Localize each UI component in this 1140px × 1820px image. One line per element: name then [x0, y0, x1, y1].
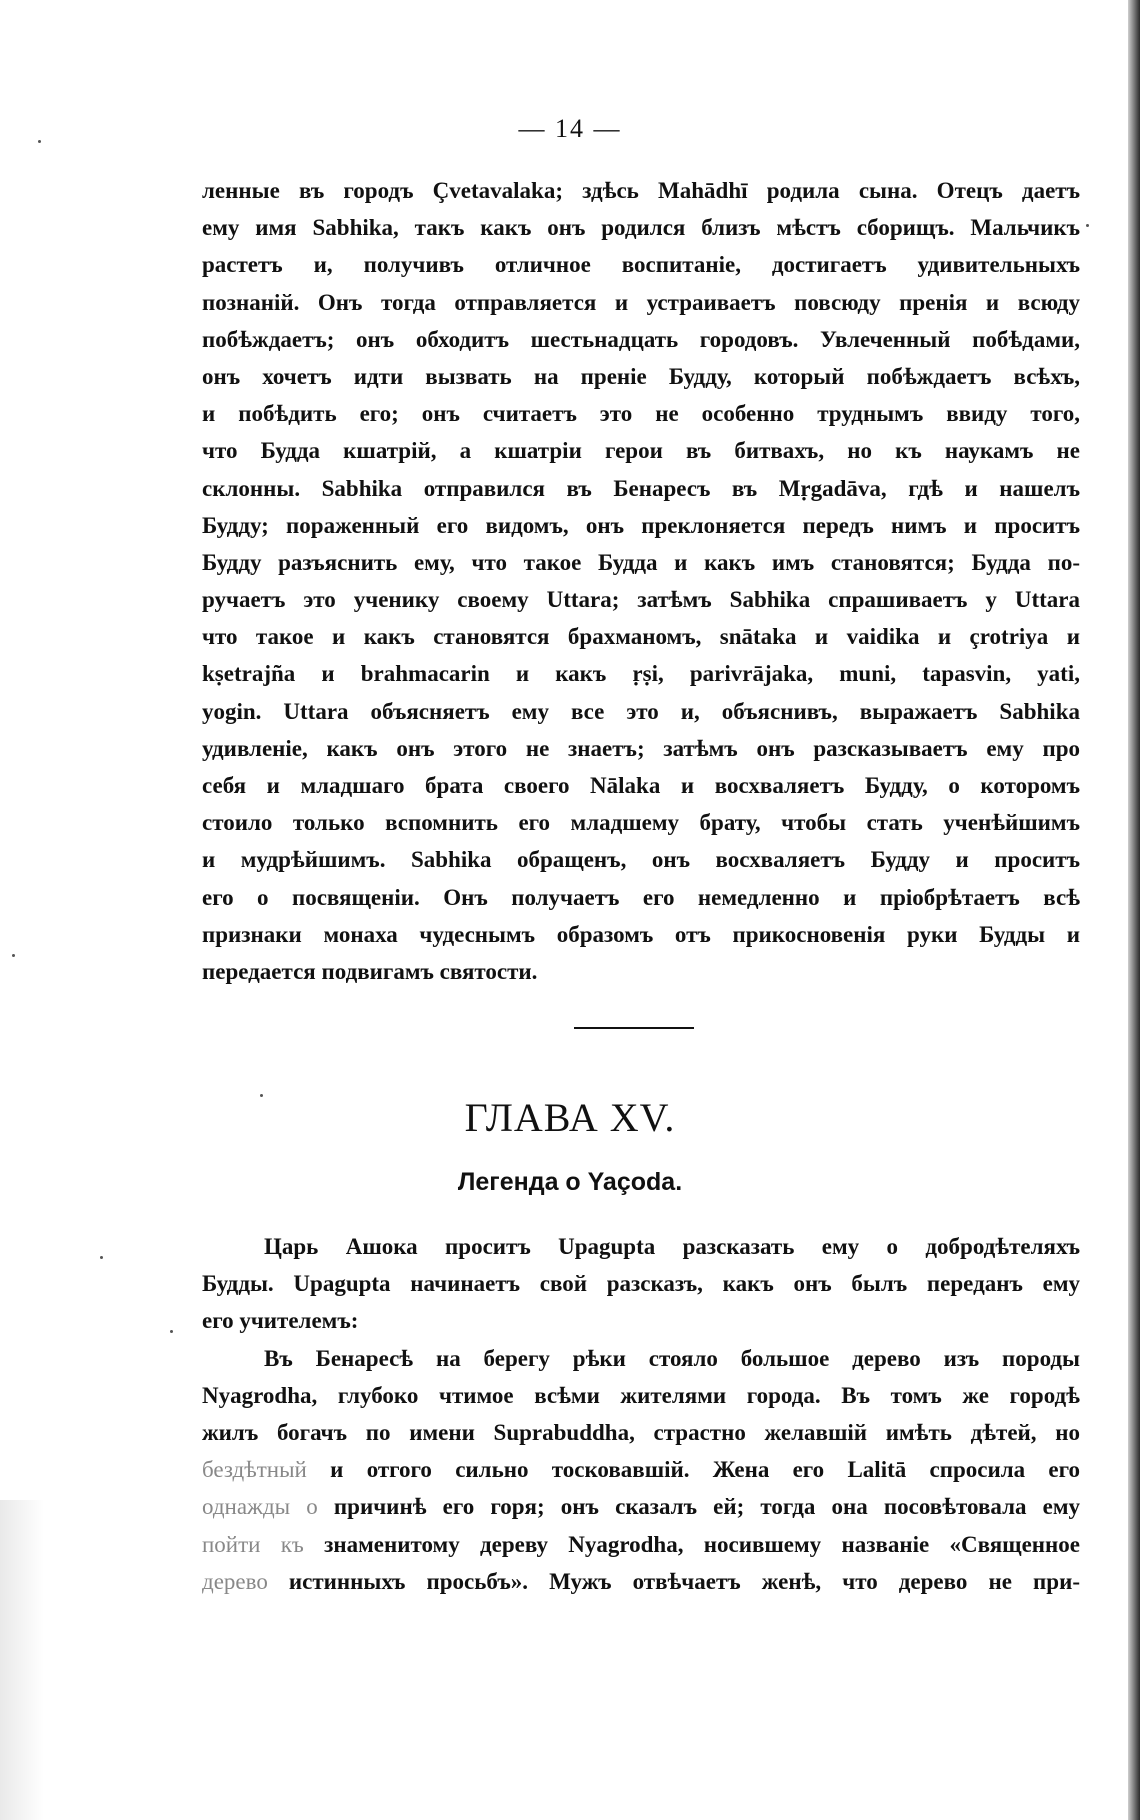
text-line: и мудрѣйшимъ. Sabhika обращенъ, онъ восхваляетъ Будду и проситъ [202, 847, 1080, 873]
scan-speck [1086, 224, 1089, 227]
scan-speck [12, 954, 15, 957]
text-segment: и отгого сильно тосковавшій. Жена его Lalitā спросила его [306, 1457, 1080, 1483]
text-line: что такое и какъ становятся брахманомъ, snātaka и vaidika и çrotriya и [202, 624, 1080, 650]
text-line: ему имя Sabhika, такъ какъ онъ родился близъ мѣстъ сборищъ. Мальчикъ [202, 215, 1080, 241]
page-edge-shadow [1128, 0, 1140, 1820]
text-line: Будду разъяснить ему, что такое Будда и какъ имъ становятся; Будда по- [202, 549, 1080, 575]
text-line: познаній. Онъ тогда отправляется и устраиваетъ повсюду пренія и всюду [202, 289, 1080, 315]
page-number: — 14 — [518, 114, 622, 143]
scan-speck [170, 1330, 173, 1333]
scan-speck [100, 1256, 103, 1259]
faded-text: бездѣтный [202, 1457, 307, 1483]
text-line: себя и младшаго брата своего Nālaka и восхваляетъ Будду, о которомъ [202, 773, 1080, 798]
text-line: жилъ богачъ по имени Suprabuddha, страстно желавшій имѣть дѣтей, но [202, 1419, 1080, 1445]
body-paragraph [202, 1228, 1080, 1600]
faded-text: однажды о [202, 1494, 318, 1520]
text-line [202, 1526, 1080, 1563]
section-divider [574, 1027, 694, 1029]
text-line: растетъ и, получивъ отличное воспитаніе, достигаетъ удивительныхъ [202, 252, 1080, 278]
text-line: передается подвигамъ святости. [202, 958, 538, 984]
text-segment: причинѣ его горя; онъ сказалъ ей; тогда она посовѣтовала ему [317, 1494, 1080, 1520]
text-line: Nyagrodha, глубоко чтимое всѣми жителями города. Въ томъ же городѣ [202, 1382, 1080, 1408]
section-subtitle: Легенда о Yaçoda. [457, 1168, 683, 1196]
text-line: его учителемъ: [202, 1308, 359, 1334]
text-line: онъ хочетъ идти вызвать на преніе Будду, который побѣждаетъ всѣхъ, [202, 363, 1080, 389]
text-line: побѣждаетъ; онъ обходитъ шестьнадцать городовъ. Увлеченный побѣдами, [202, 326, 1080, 352]
page-left-shade [0, 1500, 44, 1820]
text-line: Будду; пораженный его видомъ, онъ преклоняется передъ нимъ и проситъ [202, 512, 1080, 538]
text-segment: знаменитому дереву Nyagrodha, носившему названіе «Священное [303, 1531, 1080, 1557]
text-line: ленные въ городъ Çvetavalaka; здѣсь Mahādhī родила сына. Отецъ даетъ [202, 178, 1080, 203]
chapter-title: ГЛАВА XV. [464, 1095, 676, 1140]
text-line: kṣetrajña и brahmacarin и какъ ṛṣi, parivrājaka, muni, tapasvin, yati, [202, 661, 1080, 687]
text-line: что Будда кшатрій, а кшатріи герои въ битвахъ, но къ наукамъ не [202, 438, 1080, 464]
text-line: признаки монаха чудеснымъ образомъ отъ прикосновенія руки Будды и [202, 921, 1080, 947]
text-line [202, 1563, 1080, 1600]
text-line: yogin. Uttara объясняетъ ему все это и, объяснивъ, выражаетъ Sabhika [202, 698, 1080, 724]
text-line: стоило только вспомнить его младшему брату, чтобы стать ученѣйшимъ [202, 810, 1080, 836]
text-line: Въ Бенаресѣ на берегу рѣки стояло большое дерево изъ породы [264, 1345, 1080, 1371]
faded-text: пойти къ [202, 1531, 304, 1557]
text-line [202, 1451, 1080, 1488]
text-line: его о посвященіи. Онъ получаетъ его немедленно и пріобрѣтаетъ всѣ [202, 884, 1080, 910]
faded-text: дерево [202, 1568, 268, 1594]
text-line: удивленіе, какъ онъ этого не знаетъ; затѣмъ онъ разсказываетъ ему про [202, 735, 1080, 761]
body-paragraph [202, 172, 1080, 990]
text-line: ручаетъ это ученику своему Uttara; затѣмъ Sabhika спрашиваетъ у Uttara [202, 587, 1080, 613]
text-segment: истинныхъ просьбъ». Мужъ отвѣчаетъ женѣ, что дерево не при- [267, 1568, 1080, 1594]
text-line: и побѣдить его; онъ считаетъ это не особенно труднымъ ввиду того, [202, 401, 1080, 427]
text-line: Царь Ашока проситъ Upagupta разсказать ему о добродѣтеляхъ [264, 1234, 1080, 1259]
text-line: склонны. Sabhika отправился въ Бенаресъ въ Mṛgadāva, гдѣ и нашелъ [202, 475, 1080, 501]
text-line: Будды. Upagupta начинаетъ свой разсказъ, какъ онъ былъ переданъ ему [202, 1271, 1080, 1297]
text-line [202, 1488, 1080, 1525]
